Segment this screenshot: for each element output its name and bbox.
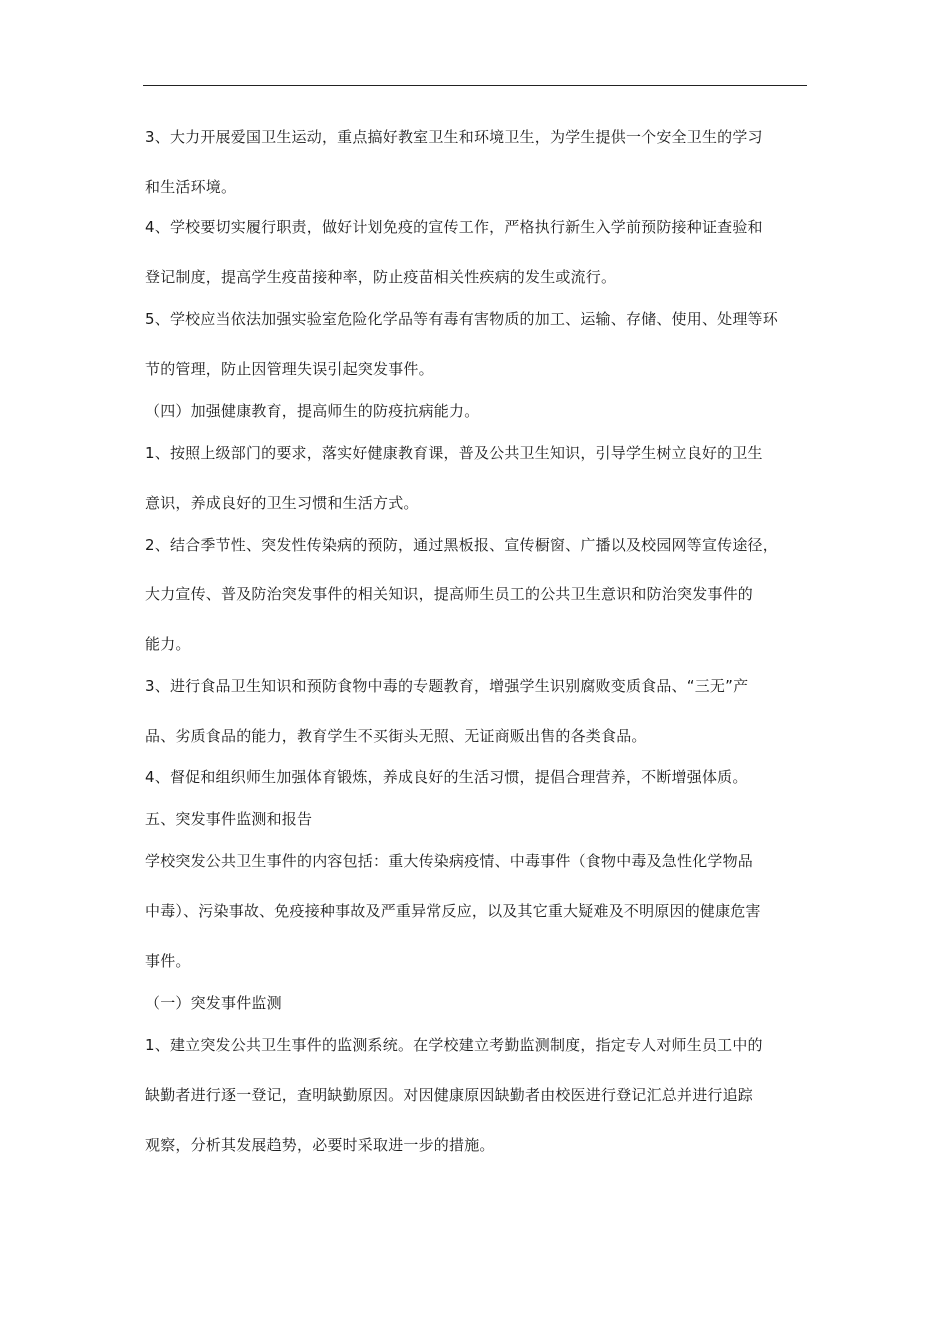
text-line: 3、进行食品卫生知识和预防食物中毒的专题教育，增强学生识别腐败变质食品、“三无”产	[145, 677, 749, 695]
text-line: 登记制度，提高学生疫苗接种率，防止疫苗相关性疾病的发生或流行。	[145, 268, 617, 286]
text-line: 事件。	[145, 952, 191, 970]
text-line: 节的管理，防止因管理失误引起突发事件。	[145, 360, 434, 378]
text-line: 学校突发公共卫生事件的内容包括：重大传染病疫情、中毒事件（食物中毒及急性化学物品	[145, 852, 754, 870]
text-line: 缺勤者进行逐一登记，查明缺勤原因。对因健康原因缺勤者由校医进行登记汇总并进行追踪	[145, 1086, 754, 1104]
text-line: 1、按照上级部门的要求，落实好健康教育课，普及公共卫生知识，引导学生树立良好的卫生	[145, 444, 763, 462]
text-line: 能力。	[145, 635, 191, 653]
text-line: 中毒）、污染事故、免疫接种事故及严重异常反应，以及其它重大疑难及不明原因的健康危害	[145, 902, 761, 920]
text-line: 意识，养成良好的卫生习惯和生活方式。	[145, 494, 419, 512]
text-line: 大力宣传、普及防治突发事件的相关知识，提高师生员工的公共卫生意识和防治突发事件的	[145, 585, 754, 603]
text-line: 3、大力开展爱国卫生运动，重点搞好教室卫生和环境卫生，为学生提供一个安全卫生的学习	[145, 128, 763, 146]
section-heading: （四）加强健康教育，提高师生的防疫抗病能力。	[145, 402, 480, 420]
text-line: 4、督促和组织师生加强体育锻炼，养成良好的生活习惯，提倡合理营养，不断增强体质。	[145, 768, 748, 786]
text-line: 2、结合季节性、突发性传染病的预防，通过黑板报、宣传橱窗、广播以及校园网等宣传途径，	[145, 536, 778, 554]
text-line: 和生活环境。	[145, 178, 237, 196]
text-line: 观察，分析其发展趋势，必要时采取进一步的措施。	[145, 1136, 495, 1154]
section-heading: （一）突发事件监测	[145, 994, 282, 1012]
header-rule	[143, 85, 807, 86]
section-heading: 五、突发事件监测和报告	[145, 810, 313, 828]
text-line: 5、学校应当依法加强实验室危险化学品等有毒有害物质的加工、运输、存储、使用、处理等环	[145, 310, 778, 328]
text-line: 品、劣质食品的能力，教育学生不买街头无照、无证商贩出售的各类食品。	[145, 727, 647, 745]
text-line: 4、学校要切实履行职责，做好计划免疫的宣传工作，严格执行新生入学前预防接种证查验和	[145, 218, 763, 236]
text-line: 1、建立突发公共卫生事件的监测系统。在学校建立考勤监测制度，指定专人对师生员工中的	[145, 1036, 763, 1054]
